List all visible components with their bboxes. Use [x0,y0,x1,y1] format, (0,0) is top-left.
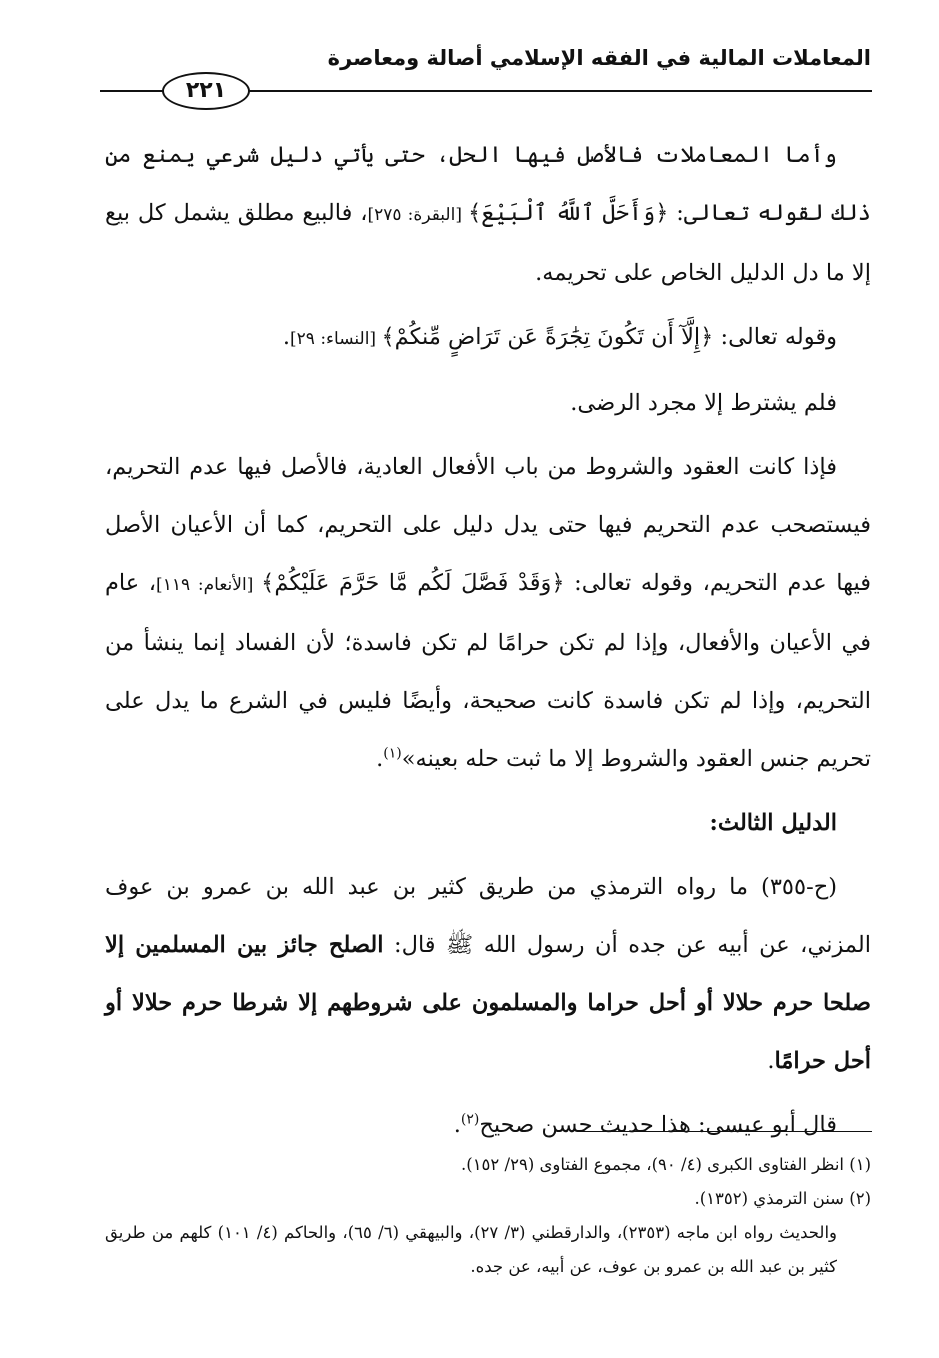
paragraph-5-text: (ح-٣٥٥) ما رواه الترمذي من طريق كثير بن عبد الله بن عمرو بن عوف المزني، عن أبيه عن جده أن رسول الله ﷺ قال: [105,874,871,958]
footnote-1: (١) انظر الفتاوى الكبرى (٤/ ٩٠)، مجموع الفتاوى (٢٩/ ١٥٢). [461,1155,871,1174]
paragraph-6 [105,1096,871,1154]
section-heading: الدليل الثالث: [709,810,837,836]
verse-reference-1: [البقرة: ٢٧٥] [367,205,469,225]
page-number: ٢٢١ [162,72,250,110]
paragraph-4-text: فإذا كانت العقود والشروط من باب الأفعال العادية، فالأصل فيها عدم التحريم، فيستصحب عدم التحريم فيها حتى يدل دليل على التحريم، كما أن الأعيان الأصل فيها عدم التحريم، وقوله تعالى: [105,454,871,596]
paragraph-4 [105,438,871,788]
running-header-title: المعاملات المالية في الفقه الإسلامي أصالة ومعاصرة [327,46,871,70]
paragraph-1-text: وأما المعاملات فالأصل فيها الحل، حتى يأتي دليل شرعي يمنع من ذلك لقوله تعالى: [105,142,871,226]
paragraph-6-text-end: . [453,1112,461,1138]
paragraph-1 [105,126,871,302]
paragraph-2-text-end: . [282,324,291,350]
hadith-text: الصلح جائز بين المسلمين إلا صلحا حرم حلالا أو أحل حراما والمسلمون على شروطهم إلا شرطا حرم حلالا أو أحل حرامًا [105,932,871,1074]
quran-verse-1: ﴿وَأَحَلَّ ٱللَّهُ ٱلْبَيْعَ﴾ [468,200,669,226]
main-text [105,126,871,1160]
paragraph-1-text-end: ، فالبيع مطلق يشمل كل بيع إلا ما دل الدليل الخاص على تحريمه. [105,200,871,286]
paragraph-6-text: قال أبو عيسى: هذا حديث حسن صحيح [479,1112,837,1138]
paragraph-4-text-end: . [376,746,384,772]
quran-verse-3: ﴿وَقَدْ فَصَّلَ لَكُم مَّا حَرَّمَ عَلَيْكُمْ﴾ [261,570,565,596]
verse-reference-2: [النساء: ٢٩] [290,329,382,349]
paragraph-5-text-end: . [767,1048,775,1074]
quran-verse-2: ﴿إِلَّآ أَن تَكُونَ تِجَٰرَةً عَن تَرَاضٍ مِّنكُمْ﴾ [381,324,714,350]
footnote-2-continuation: والحديث رواه ابن ماجه (٢٣٥٣)، والدارقطني (٣/ ٢٧)، والبيهقي (٦/ ٦٥)، والحاكم (٤/ ١٠١) كلهم من طريق كثير بن عبد الله بن عمرو بن عوف، عن أبيه، عن جده. [105,1223,837,1276]
footnote-separator [578,1131,872,1132]
paragraph-5 [105,858,871,1090]
paragraph-4-text-middle: ، عام في الأعيان والأفعال، وإذا لم تكن حرامًا لم تكن فاسدة؛ لأن الفساد إنما ينشأ من التحريم، وإذا لم تكن فاسدة كانت صحيحة، وأيضًا فليس في الشرع ما يدل على تحريم جنس العقود والشروط إلا ما ثبت حله بعينه» [105,570,871,772]
paragraph-2-text: وقوله تعالى: [713,324,837,350]
footnote-marker-2[interactable]: (٢) [460,1111,480,1128]
paragraph-2 [105,308,871,368]
paragraph-3: فلم يشترط إلا مجرد الرضى. [570,390,837,416]
footnote-marker-1[interactable]: (١) [383,745,402,762]
footnote-2: (٢) سنن الترمذي (١٣٥٢). [694,1189,871,1208]
verse-reference-3: [الأنعام: ١١٩] [156,575,262,595]
footnotes [105,1148,871,1284]
